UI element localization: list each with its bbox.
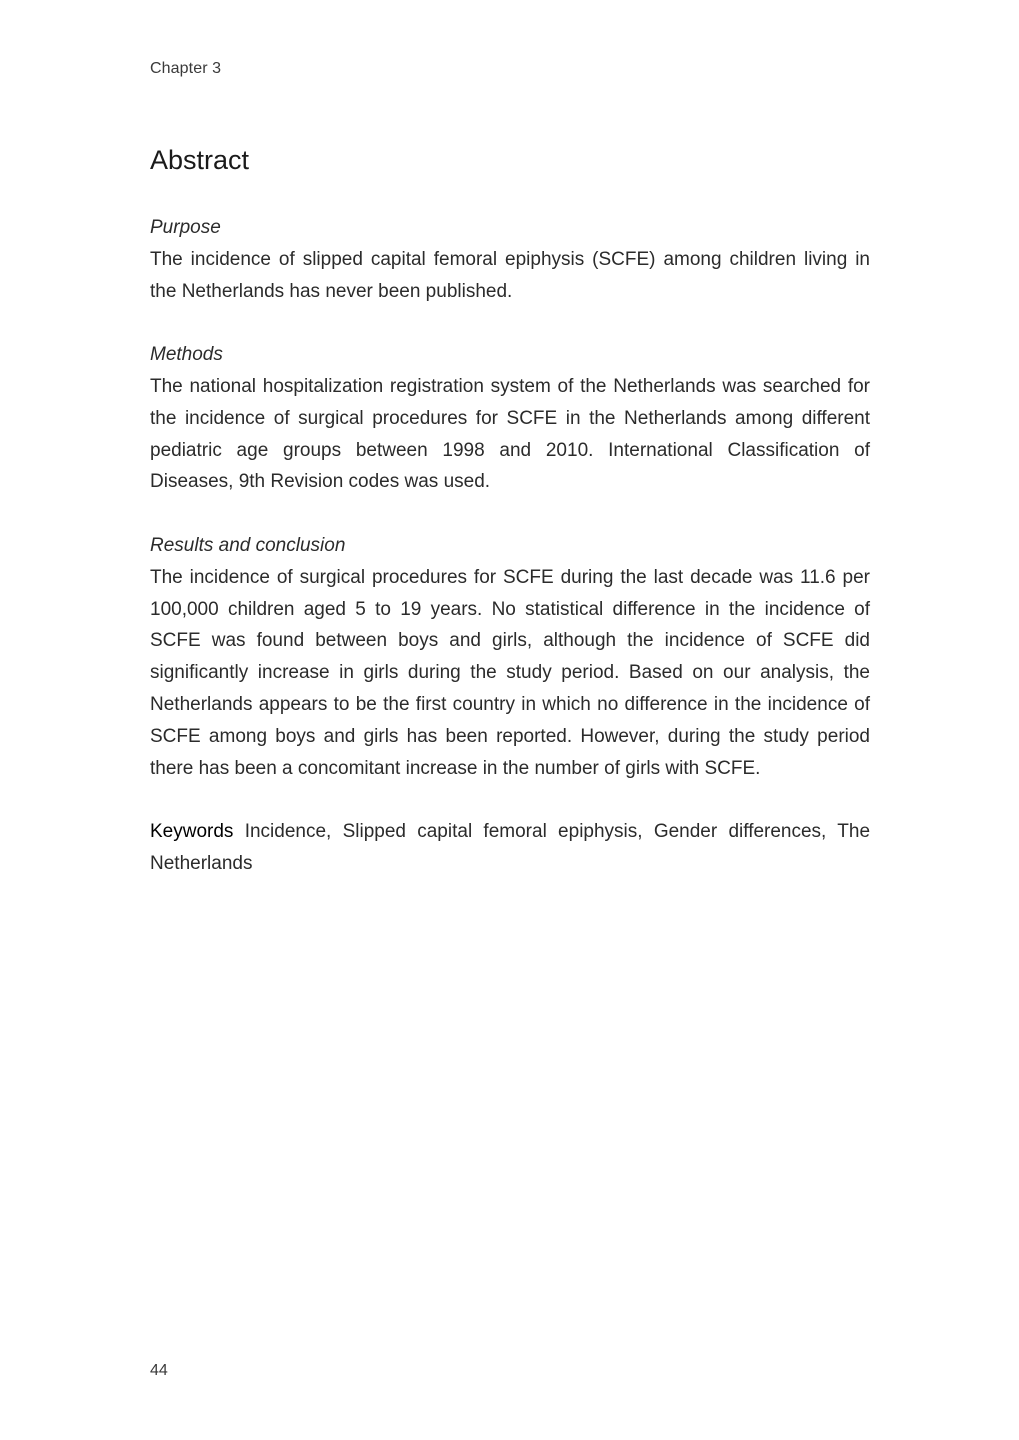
- page-title: Abstract: [150, 145, 250, 175]
- page: [150, 0, 870, 1440]
- abstract-section-results: [150, 530, 870, 784]
- page-number: 44: [150, 1362, 168, 1379]
- keywords-label: Keywords: [150, 821, 234, 843]
- keywords-paragraph: [150, 816, 870, 880]
- section-heading: Methods: [150, 344, 223, 366]
- section-text: The incidence of slipped capital femoral epiphysis (SCFE) among children living in the Netherlands has never been published.: [150, 248, 870, 302]
- section-text: The national hospitalization registration system of the Netherlands was searched for the incidence of surgical procedures for SCFE in the Netherlands among different pediatric age groups between 1998 and 2010. International Classification of Diseases, 9th Revision codes was used.: [150, 375, 870, 493]
- abstract-body: [150, 212, 870, 880]
- abstract-section-purpose: [150, 212, 870, 307]
- running-head: Chapter 3: [150, 60, 222, 77]
- keywords-text: Incidence, Slipped capital femoral epiphysis, Gender differences, The Netherlands: [150, 821, 871, 874]
- section-heading: Results and conclusion: [150, 534, 346, 556]
- abstract-section-methods: [150, 339, 870, 498]
- section-heading: Purpose: [150, 217, 221, 238]
- section-text: The incidence of surgical procedures for SCFE during the last decade was 11.6 per 100,000 children aged 5 to 19 years. No statistical difference in the incidence of SCFE was found between boys and girls, although the incidence of SCFE did significantly increase in girls during the study period. Based on our analysis, the Netherlands appears to be the first country in which no difference in the incidence of SCFE among boys and girls has been reported. However, during the study period there has been a concomitant increase in the number of girls with SCFE.: [150, 566, 870, 779]
